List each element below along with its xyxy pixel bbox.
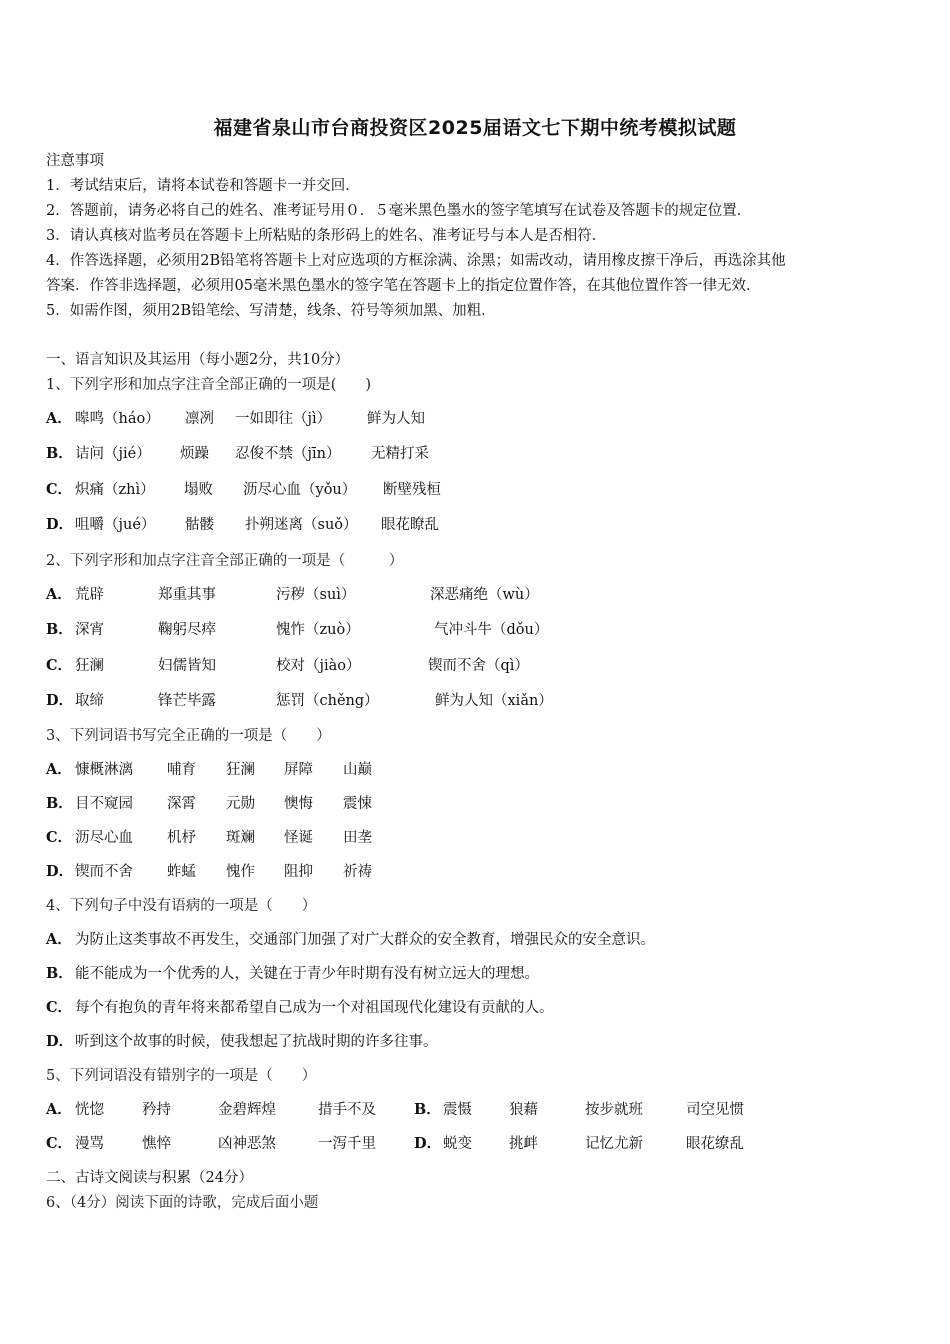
option-word: 慷概淋漓 <box>75 762 133 778</box>
question-stem: 5、下列词语没有错别字的一项是（ ） <box>46 1068 317 1084</box>
option-sentence: 每个有抱负的青年将来都希望自己成为一个对祖国现代化建设有贡献的人。 <box>75 1000 554 1016</box>
notice-item: 答案．作答非选择题，必须用05毫米黑色墨水的签字笔在答题卡上的指定位置作答，在其他位置作答一律无效． <box>46 278 761 294</box>
option-word: 气冲斗牛（dǒu） <box>434 622 549 638</box>
option-word: 锲而不舍（qì） <box>428 658 529 674</box>
notice-item: 4．作答选择题，必须用2B铅笔将答题卡上对应选项的方框涂满、涂黑；如需改动，请用橡皮擦干净后，再选涂其他 <box>46 253 786 269</box>
notice-item: 5．如需作图，须用2B铅笔绘、写清楚，线条、符号等须加黑、加粗． <box>46 303 496 319</box>
option-word: 眼花缭乱 <box>686 1136 744 1152</box>
option-word: 矜持 <box>142 1102 171 1118</box>
option-letter: D． <box>46 516 74 533</box>
option-word: 无精打采 <box>371 446 429 462</box>
question-stem: 4、下列句子中没有语病的一项是（ ） <box>46 898 317 914</box>
option-letter: A． <box>46 761 72 778</box>
option-letter: B． <box>46 445 73 462</box>
option-word: 愧怍（zuò） <box>276 622 360 638</box>
option-letter: D． <box>46 692 74 709</box>
option-word: 炽痛（zhì） <box>75 482 155 498</box>
option-letter: C． <box>46 657 73 674</box>
option-word: 狼藉 <box>509 1102 538 1118</box>
option-word: 恍惚 <box>75 1102 104 1118</box>
option-word: 蜕变 <box>443 1136 472 1152</box>
notice-item: 2．答题前，请务必将自己的姓名、准考证号用０．５毫米黑色墨水的签字笔填写在试卷及答题卡的规定位置． <box>46 203 752 219</box>
option-word: 山巅 <box>343 762 372 778</box>
option-word: 烦躁 <box>180 446 209 462</box>
option-word: 哺育 <box>167 762 196 778</box>
option-word: 扑朔迷离（suǒ） <box>245 517 358 533</box>
section-heading: 二、古诗文阅读与积累（24分） <box>46 1170 253 1186</box>
option-word: 锲而不舍 <box>75 864 133 880</box>
option-word: 一如即往（jì） <box>235 411 332 427</box>
option-word: 记忆尤新 <box>585 1136 643 1152</box>
option-word: 惩罚（chěng） <box>276 693 379 709</box>
option-word: 郑重其事 <box>158 587 216 603</box>
option-word: 沥尽心血 <box>75 830 133 846</box>
option-word: 元勋 <box>226 796 255 812</box>
option-word: 鞠躬尽瘁 <box>158 622 216 638</box>
question-stem: 3、下列词语书写完全正确的一项是（ ） <box>46 728 331 744</box>
option-word: 按步就班 <box>585 1102 643 1118</box>
option-word: 震慑 <box>443 1102 472 1118</box>
option-word: 狂澜 <box>75 658 104 674</box>
option-word: 断壁残桓 <box>383 482 441 498</box>
option-word: 凶神恶煞 <box>218 1136 276 1152</box>
option-word: 凛冽 <box>185 411 214 427</box>
option-word: 沥尽心血（yǒu） <box>243 482 357 498</box>
option-word: 屏障 <box>284 762 313 778</box>
option-word: 眼花瞭乱 <box>381 517 439 533</box>
option-word: 挑衅 <box>509 1136 538 1152</box>
option-sentence: 能不能成为一个优秀的人，关键在于青少年时期有没有树立远大的理想。 <box>75 966 539 982</box>
option-word: 金碧辉煌 <box>218 1102 276 1118</box>
option-word: 祈祷 <box>343 864 372 880</box>
option-letter: D． <box>46 1033 74 1050</box>
option-word: 斑斓 <box>226 830 255 846</box>
question-stem: 6、（4分）阅读下面的诗歌，完成后面小题 <box>46 1195 319 1211</box>
option-word: 妇儒皆知 <box>158 658 216 674</box>
notice-item: 3．请认真核对监考员在答题卡上所粘贴的条形码上的姓名、准考证号与本人是否相符． <box>46 228 607 244</box>
option-word: 骷髅 <box>185 517 214 533</box>
option-word: 诘问（jié） <box>75 446 151 462</box>
option-letter: B． <box>46 795 73 812</box>
option-word: 忍俊不禁（jīn） <box>235 446 341 462</box>
option-word: 深宵 <box>75 622 104 638</box>
option-word: 鲜为人知 <box>367 411 425 427</box>
option-word: 阻抑 <box>284 864 313 880</box>
section-heading: 一、语言知识及其运用（每小题2分，共10分） <box>46 352 350 368</box>
option-letter: C． <box>46 999 73 1016</box>
option-letter: A． <box>46 410 72 427</box>
option-word: 漫骂 <box>75 1136 104 1152</box>
option-word: 蚱蜢 <box>167 864 196 880</box>
notice-item: 1．考试结束后，请将本试卷和答题卡一并交回． <box>46 178 360 194</box>
option-word: 校对（jiào） <box>276 658 361 674</box>
option-sentence: 为防止这类事故不再发生，交通部门加强了对广大群众的安全教育，增强民众的安全意识。 <box>75 932 655 948</box>
option-letter: C． <box>46 829 73 846</box>
question-stem: 2、下列字形和加点字注音全部正确的一项是（ ） <box>46 553 404 569</box>
option-letter: A． <box>46 1101 72 1118</box>
option-word: 咀嚼（jué） <box>75 517 156 533</box>
option-letter: B． <box>414 1101 441 1118</box>
option-word: 憔悴 <box>142 1136 171 1152</box>
option-letter: C． <box>46 1135 73 1152</box>
notice-heading: 注意事项 <box>46 153 104 169</box>
option-letter: D． <box>414 1135 442 1152</box>
option-letter: D． <box>46 863 74 880</box>
option-letter: B． <box>46 965 73 982</box>
option-letter: A． <box>46 586 72 603</box>
option-word: 目不窥园 <box>75 796 133 812</box>
option-word: 深霄 <box>167 796 196 812</box>
option-word: 取缔 <box>75 693 104 709</box>
option-sentence: 听到这个故事的时候，使我想起了抗战时期的许多往事。 <box>75 1034 438 1050</box>
option-word: 司空见惯 <box>686 1102 744 1118</box>
page-title: 福建省泉山市台商投资区2025届语文七下期中统考模拟试题 <box>213 117 737 139</box>
option-word: 田垄 <box>343 830 372 846</box>
option-word: 懊悔 <box>284 796 313 812</box>
question-stem: 1、下列字形和加点字注音全部正确的一项是( ) <box>46 377 372 393</box>
option-word: 措手不及 <box>318 1102 376 1118</box>
option-letter: A． <box>46 931 72 948</box>
option-word: 荒辟 <box>75 587 104 603</box>
option-word: 污秽（suì） <box>276 587 356 603</box>
option-word: 震悚 <box>343 796 372 812</box>
option-letter: B． <box>46 621 73 638</box>
option-word: 怪诞 <box>284 830 313 846</box>
option-word: 深恶痛绝（wù） <box>430 587 539 603</box>
option-word: 嗥鸣（háo） <box>75 411 160 427</box>
option-word: 锋芒毕露 <box>158 693 216 709</box>
option-word: 机杼 <box>167 830 196 846</box>
option-word: 一泻千里 <box>318 1136 376 1152</box>
option-word: 鲜为人知（xiǎn） <box>435 693 553 709</box>
option-word: 愧作 <box>226 864 255 880</box>
option-word: 塌败 <box>184 482 213 498</box>
option-letter: C． <box>46 481 73 498</box>
option-word: 狂澜 <box>226 762 255 778</box>
